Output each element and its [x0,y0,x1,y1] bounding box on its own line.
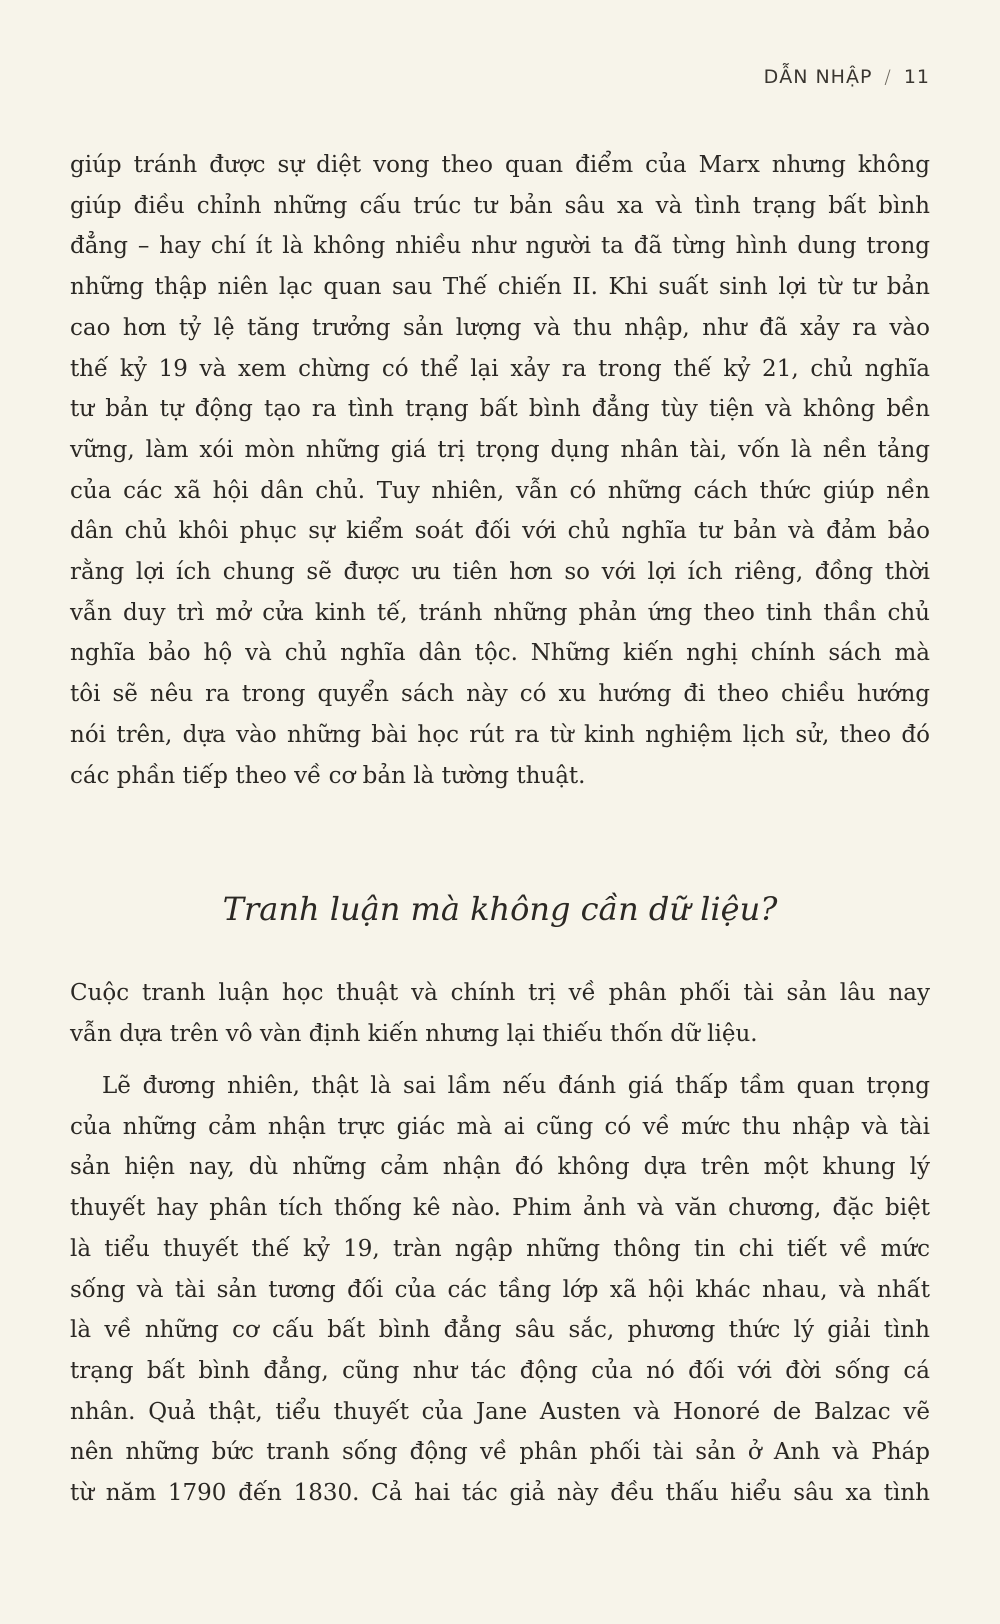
text-line: rằng lợi ích chung sẽ được ưu tiên hơn so với lợi ích riêng, đồng thời [70,559,930,586]
running-header [764,66,930,88]
paragraph-body [70,1066,930,1514]
text-line: là về những cơ cấu bất bình đẳng sâu sắc, phương thức lý giải tình [70,1317,930,1344]
text-line: vẫn duy trì mở cửa kinh tế, tránh những phản ứng theo tinh thần chủ [70,599,930,626]
text-line: nói trên, dựa vào những bài học rút ra từ kinh nghiệm lịch sử, theo đó [70,721,930,748]
text-line: dân chủ khôi phục sự kiểm soát đối với chủ nghĩa tư bản và đảm bảo [70,518,930,545]
text-line: tôi sẽ nêu ra trong quyển sách này có xu hướng đi theo chiều hướng [70,681,930,708]
text-line: của các xã hội dân chủ. Tuy nhiên, vẫn có những cách thức giúp nền [70,477,930,504]
text-line: đẳng – hay chí ít là không nhiều như người ta đã từng hình dung trong [70,233,930,260]
text-line: sống và tài sản tương đối của các tầng lớp xã hội khác nhau, và nhất [70,1276,930,1303]
text-line: giúp tránh được sự diệt vong theo quan điểm của Marx nhưng không [70,152,930,178]
text-line: Lẽ đương nhiên, thật là sai lầm nếu đánh giá thấp tầm quan trọng [102,1073,930,1099]
text-line: nhân. Quả thật, tiểu thuyết của Jane Austen và Honoré de Balzac vẽ [70,1398,930,1425]
text-line: Cuộc tranh luận học thuật và chính trị về phân phối tài sản lâu nay [70,980,930,1006]
text-line: vững, làm xói mòn những giá trị trọng dụng nhân tài, vốn là nền tảng [70,436,930,463]
text-line: thuyết hay phân tích thống kê nào. Phim ảnh và văn chương, đặc biệt [70,1195,930,1222]
paragraph-continuation [70,145,930,796]
page-number: 11 [903,66,930,88]
text-line: trạng bất bình đẳng, cũng như tác động của nó đối với đời sống cá [70,1357,930,1384]
text-line: nghĩa bảo hộ và chủ nghĩa dân tộc. Những kiến nghị chính sách mà [70,640,930,667]
text-line: thế kỷ 19 và xem chừng có thể lại xảy ra trong thế kỷ 21, chủ nghĩa [70,355,930,382]
text-line: các phần tiếp theo về cơ bản là tường thuật. [70,762,586,789]
chapter-title: DẪN NHẬP [763,66,873,88]
text-line: từ năm 1790 đến 1830. Cả hai tác giả này đều thấu hiểu sâu xa tình [70,1480,930,1507]
text-line: tư bản tự động tạo ra tình trạng bất bình đẳng tùy tiện và không bền [70,396,930,423]
text-line: nên những bức tranh sống động về phân phối tài sản ở Anh và Pháp [70,1439,930,1466]
text-line: sản hiện nay, dù những cảm nhận đó không dựa trên một khung lý [70,1154,930,1181]
header-separator: / [884,66,892,88]
paragraph-intro [70,973,930,1054]
text-line: vẫn dựa trên vô vàn định kiến nhưng lại thiếu thốn dữ liệu. [70,1020,758,1047]
text-line: là tiểu thuyết thế kỷ 19, tràn ngập những thông tin chi tiết về mức [70,1235,930,1262]
text-line: giúp điều chỉnh những cấu trúc tư bản sâu xa và tình trạng bất bình [70,192,930,219]
text-line: cao hơn tỷ lệ tăng trưởng sản lượng và thu nhập, như đã xảy ra vào [70,314,930,341]
text-line: những thập niên lạc quan sau Thế chiến II. Khi suất sinh lợi từ tư bản [70,274,930,301]
text-line: của những cảm nhận trực giác mà ai cũng có về mức thu nhập và tài [70,1113,930,1140]
section-heading: Tranh luận mà không cần dữ liệu? [222,890,778,928]
